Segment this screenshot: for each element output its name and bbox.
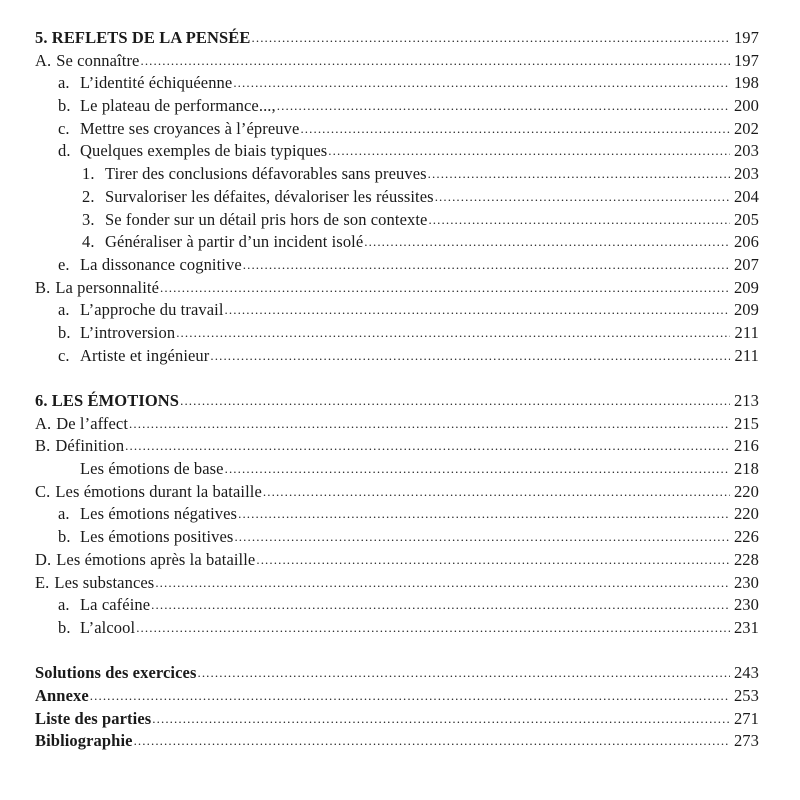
entry-title: L’identité échiquéenne: [80, 73, 233, 93]
toc-entry[interactable]: [35, 186, 759, 209]
page-number: 228: [733, 549, 759, 569]
toc-entry[interactable]: [35, 231, 759, 254]
dot-leader: [243, 253, 730, 277]
page-number: 198: [733, 73, 759, 93]
page-number: 203: [733, 164, 759, 184]
entry-title: La personnalité: [55, 277, 160, 297]
toc-entry[interactable]: [35, 617, 759, 640]
dot-leader: [210, 344, 730, 368]
dot-leader: [277, 94, 730, 118]
dot-leader: [233, 71, 730, 95]
entry-marker: a.: [58, 300, 70, 320]
dot-leader: [155, 571, 730, 595]
toc-entry[interactable]: [35, 549, 759, 572]
toc-entry[interactable]: [35, 345, 759, 368]
entry-marker: A.: [35, 413, 52, 433]
entry-marker: 1.: [82, 164, 95, 184]
toc-entry[interactable]: [35, 140, 759, 163]
entry-title: De l’affect: [56, 413, 129, 433]
toc-chapter-5[interactable]: [35, 27, 759, 50]
toc-entry[interactable]: [35, 277, 759, 300]
entry-marker: c.: [58, 345, 70, 365]
entry-marker: E.: [35, 572, 50, 592]
toc-solutions[interactable]: [35, 662, 759, 685]
dot-leader: [136, 616, 730, 640]
entry-marker: a.: [58, 504, 70, 524]
dot-leader: [140, 49, 730, 73]
entry-marker: A.: [35, 50, 52, 70]
dot-leader: [300, 117, 730, 141]
page-number: 215: [733, 413, 759, 433]
page-number: 271: [733, 708, 759, 728]
page-number: 197: [733, 50, 759, 70]
entry-marker: D.: [35, 549, 52, 569]
entry-title: Liste des parties: [35, 708, 152, 728]
page-number: 211: [734, 322, 759, 342]
dot-leader: [328, 139, 730, 163]
entry-marker: e.: [58, 254, 70, 274]
entry-marker: 3.: [82, 209, 95, 229]
entry-title: L’alcool: [80, 617, 136, 637]
table-of-contents: [35, 27, 759, 753]
dot-leader: [160, 276, 730, 300]
entry-marker: B.: [35, 436, 51, 456]
dot-leader: [238, 502, 730, 526]
page-number: 197: [733, 28, 759, 47]
page-number: 243: [733, 663, 759, 683]
entry-marker: b.: [58, 527, 71, 547]
entry-marker: b.: [58, 322, 71, 342]
entry-marker: C.: [35, 481, 51, 501]
dot-leader: [197, 661, 730, 685]
dot-leader: [428, 162, 730, 186]
page-number: 200: [733, 96, 759, 116]
entry-title: Généraliser à partir d’un incident isolé: [105, 232, 364, 252]
entry-title: Le plateau de performance...,: [80, 96, 276, 116]
toc-entry[interactable]: [35, 118, 759, 141]
entry-title: Les émotions positives: [80, 527, 234, 547]
chapter-title: 5. REFLETS DE LA PENSÉE: [35, 28, 251, 47]
entry-title: Survaloriser les défaites, dévaloriser les réussites: [105, 186, 434, 206]
toc-entry[interactable]: [35, 526, 759, 549]
toc-entry[interactable]: [35, 209, 759, 232]
page-number: 207: [733, 254, 759, 274]
page-number: 205: [733, 209, 759, 229]
entry-title: Se connaître: [56, 50, 140, 70]
entry-marker: c.: [58, 118, 70, 138]
toc-entry[interactable]: [35, 50, 759, 73]
toc-entry[interactable]: [35, 481, 759, 504]
entry-title: Les émotions après la bataille: [56, 549, 256, 569]
page-number: 209: [733, 277, 759, 297]
entry-title: La dissonance cognitive: [80, 254, 242, 274]
entry-marker: B.: [35, 277, 51, 297]
dot-leader: [256, 548, 730, 572]
page-number: 211: [734, 345, 759, 365]
toc-annexe[interactable]: [35, 685, 759, 708]
entry-title: Les émotions durant la bataille: [55, 481, 262, 501]
toc-entry[interactable]: [35, 503, 759, 526]
page-number: 213: [733, 391, 759, 410]
dot-leader: [263, 480, 730, 504]
dot-leader: [176, 321, 730, 345]
entry-marker: a.: [58, 595, 70, 615]
page-number: 230: [733, 595, 759, 615]
entry-marker: b.: [58, 96, 71, 116]
dot-leader: [129, 412, 730, 436]
dot-leader: [134, 729, 730, 753]
dot-leader: [225, 298, 730, 322]
page-number: 273: [733, 731, 759, 751]
page-number: 231: [733, 617, 759, 637]
toc-liste-des-parties[interactable]: [35, 708, 759, 731]
entry-marker: b.: [58, 617, 71, 637]
entry-title: Bibliographie: [35, 731, 133, 751]
entry-title: Quelques exemples de biais typiques: [80, 141, 328, 161]
chapter-title: 6. LES ÉMOTIONS: [35, 391, 180, 410]
toc-entry[interactable]: [35, 413, 759, 436]
page-number: 202: [733, 118, 759, 138]
entry-title: Mettre ses croyances à l’épreuve: [80, 118, 300, 138]
entry-title: Définition: [55, 436, 125, 456]
toc-entry[interactable]: [35, 72, 759, 95]
toc-bibliographie[interactable]: [35, 730, 759, 753]
page-number: 209: [733, 300, 759, 320]
toc-entry[interactable]: [35, 435, 759, 458]
toc-entry[interactable]: [35, 458, 759, 481]
dot-leader: [234, 525, 730, 549]
toc-entry[interactable]: [35, 322, 759, 345]
page-number: 253: [733, 685, 759, 705]
page-number: 216: [733, 436, 759, 456]
toc-entry[interactable]: [35, 163, 759, 186]
entry-title: Tirer des conclusions défavorables sans preuves: [105, 164, 427, 184]
entry-marker: 2.: [82, 186, 95, 206]
dot-leader: [428, 208, 730, 232]
entry-title: L’approche du travail: [80, 300, 224, 320]
page-number: 204: [733, 186, 759, 206]
entry-title: Se fonder sur un détail pris hors de son contexte: [105, 209, 428, 229]
toc-entry[interactable]: [35, 95, 759, 118]
page-number: 203: [733, 141, 759, 161]
dot-leader: [152, 707, 730, 731]
entry-title: La caféine: [80, 595, 151, 615]
entry-title: Les émotions de base: [80, 459, 224, 479]
toc-chapter-6[interactable]: [35, 390, 759, 413]
entry-title: Artiste et ingénieur: [80, 345, 210, 365]
dot-leader: [435, 185, 730, 209]
dot-leader: [225, 457, 730, 481]
entry-title: Annexe: [35, 685, 89, 705]
toc-entry[interactable]: [35, 572, 759, 595]
dot-leader: [90, 684, 730, 708]
page-number: 220: [733, 481, 759, 501]
toc-entry[interactable]: [35, 299, 759, 322]
dot-leader: [180, 389, 730, 413]
toc-entry[interactable]: [35, 594, 759, 617]
page-number: 218: [733, 459, 759, 479]
entry-title: Les substances: [54, 572, 155, 592]
page-number: 206: [733, 232, 759, 252]
entry-marker: a.: [58, 73, 70, 93]
entry-marker: d.: [58, 141, 71, 161]
dot-leader: [125, 434, 730, 458]
entry-title: L’introversion: [80, 322, 176, 342]
dot-leader: [151, 593, 730, 617]
page-number: 230: [733, 572, 759, 592]
entry-marker: 4.: [82, 232, 95, 252]
entry-title: Les émotions négatives: [80, 504, 238, 524]
dot-leader: [252, 26, 731, 50]
entry-title: Solutions des exercices: [35, 663, 197, 683]
page-number: 220: [733, 504, 759, 524]
page-number: 226: [733, 527, 759, 547]
dot-leader: [364, 230, 730, 254]
toc-entry[interactable]: [35, 254, 759, 277]
